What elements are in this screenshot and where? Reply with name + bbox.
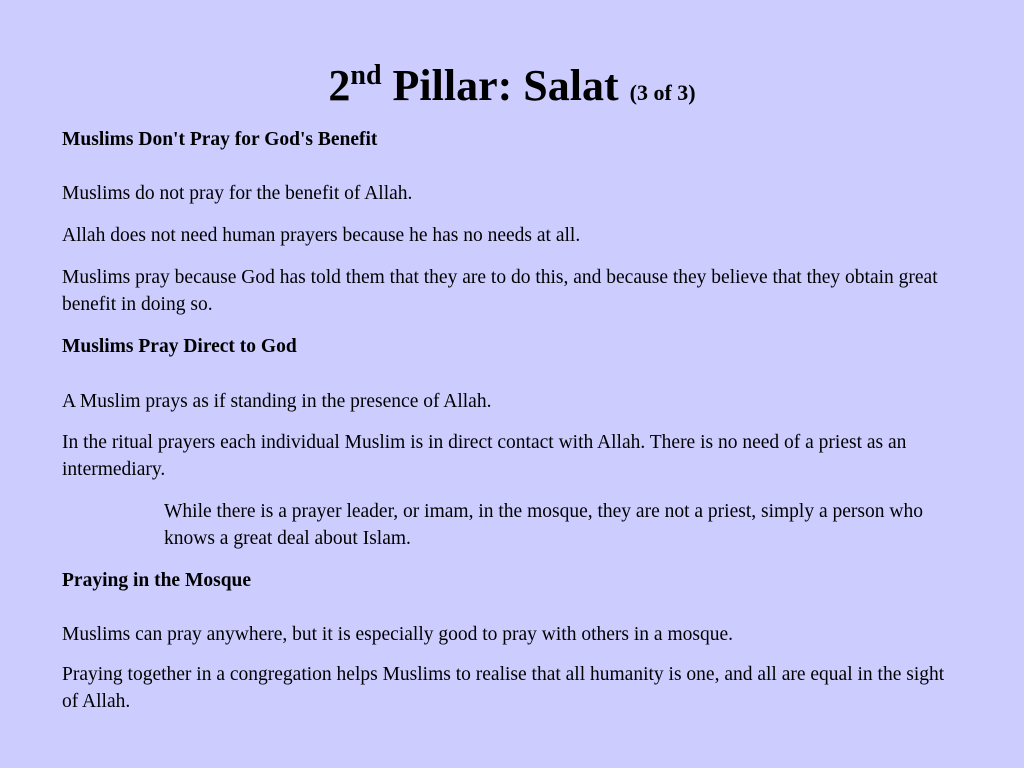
indented-paragraph: While there is a prayer leader, or imam, in the mosque, they are not a priest, simply a person who knows a great deal about Islam.: [164, 501, 923, 549]
title-ordinal-number: 2: [328, 61, 351, 110]
paragraph: Praying together in a congregation helps Muslims to realise that all humanity is one, and all are equal in the sight of Allah.: [62, 664, 945, 712]
paragraph: A Muslim prays as if standing in the presence of Allah.: [62, 391, 492, 412]
slide-title: [0, 58, 1024, 121]
title-main-text: Pillar: Salat: [381, 61, 630, 110]
section-heading-direct: Muslims Pray Direct to God: [62, 336, 297, 357]
title-slide-count: (3 of 3): [629, 80, 696, 105]
paragraph: Muslims do not pray for the benefit of Allah.: [62, 183, 413, 204]
section-heading-benefit: Muslims Don't Pray for God's Benefit: [62, 129, 378, 150]
title-ordinal-suffix: nd: [350, 60, 382, 91]
section-heading-mosque: Praying in the Mosque: [62, 570, 252, 591]
paragraph: Muslims pray because God has told them that they are to do this, and because they believe that they obtain great benefit in doing so.: [62, 267, 938, 315]
paragraph: Muslims can pray anywhere, but it is especially good to pray with others in a mosque.: [62, 624, 733, 645]
paragraph: Allah does not need human prayers because he has no needs at all.: [62, 225, 581, 246]
paragraph: In the ritual prayers each individual Muslim is in direct contact with Allah. There is no need of a priest as an intermediary.: [62, 432, 907, 480]
